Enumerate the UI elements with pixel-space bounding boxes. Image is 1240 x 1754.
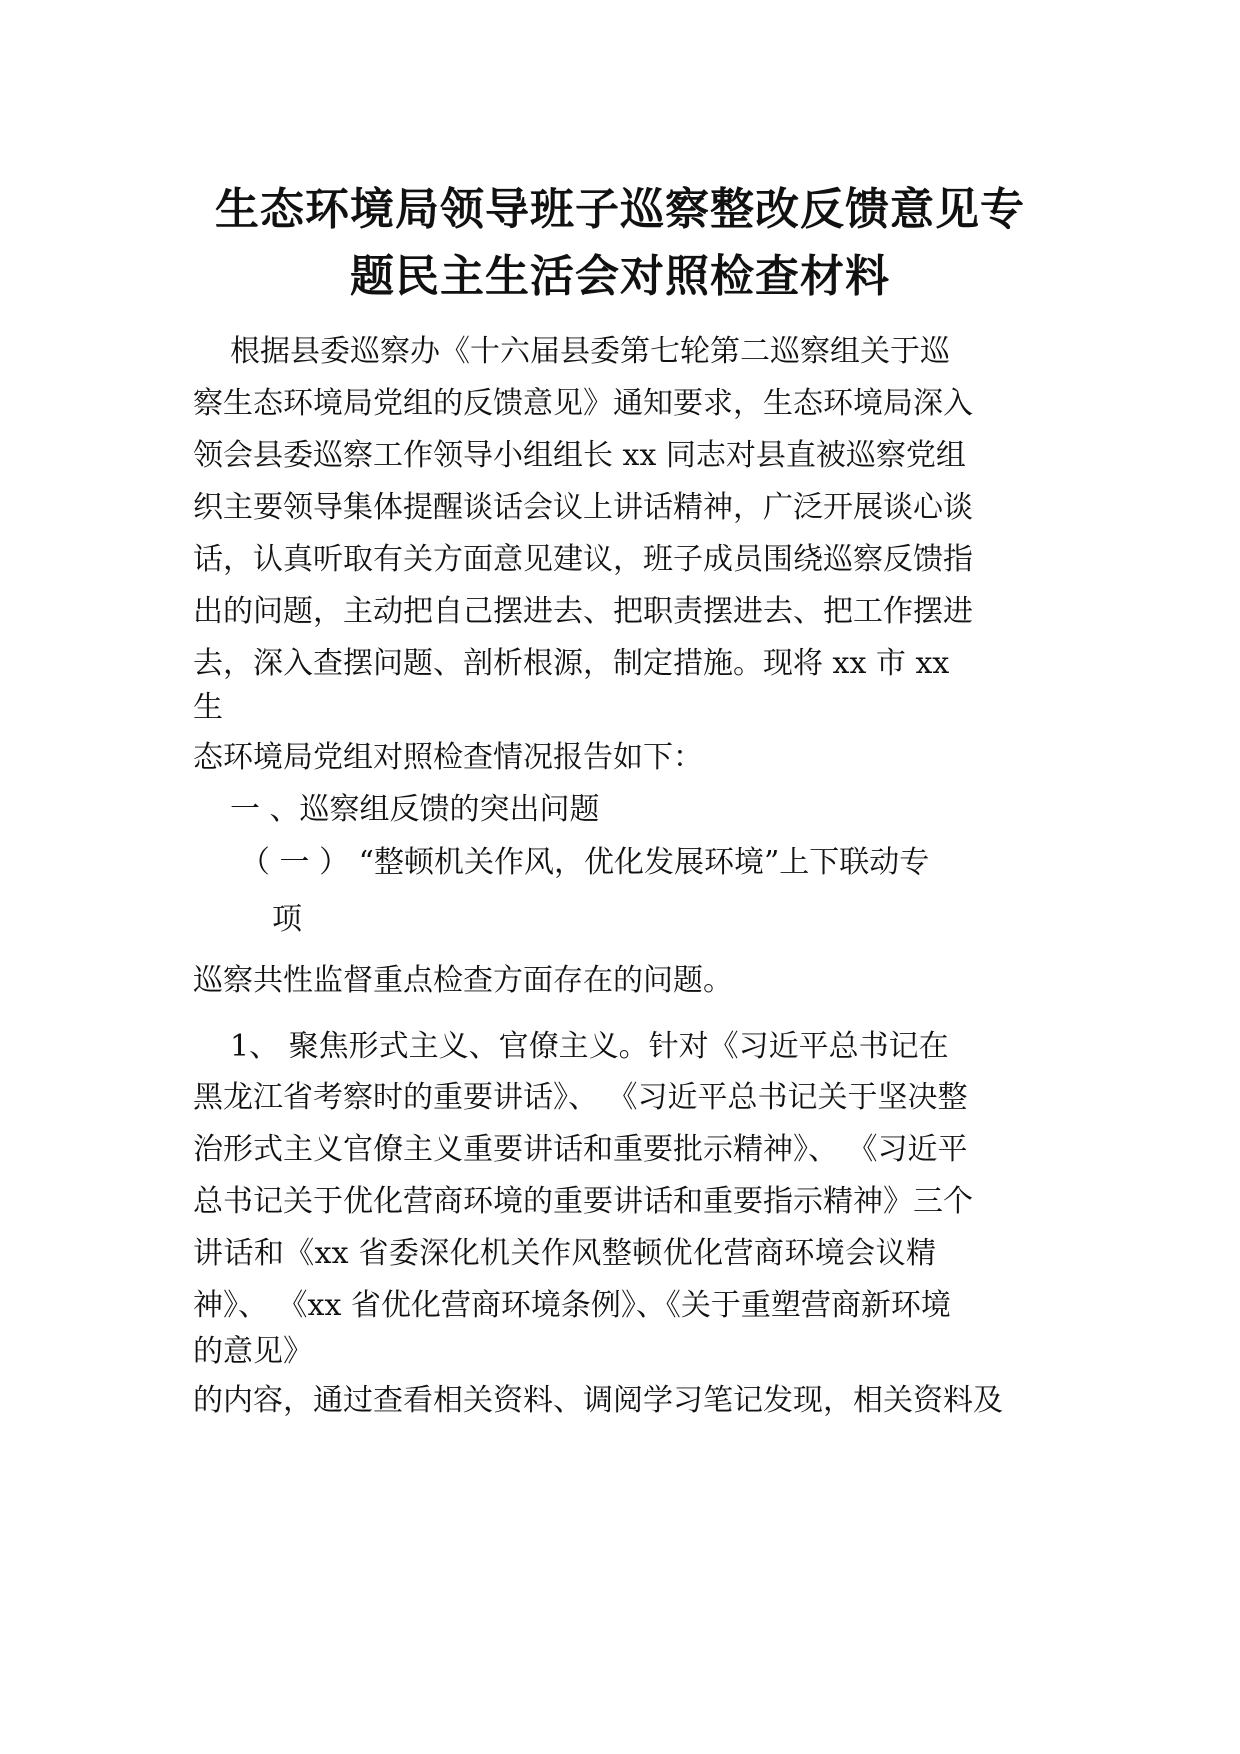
paragraph-1-line-7: 去，深入查摆问题、剖析根源，制定措施。现将 xx 市 xx (193, 646, 950, 681)
document-title-line-2: 题民主生活会对照检查材料 (350, 251, 890, 302)
item-1-line-3: 治形式主义官僚主义重要讲话和重要批示精神》、 《习近平 (193, 1132, 968, 1167)
item-1-line-1: 1、 聚焦形式主义、官僚主义。针对《习近平总书记在 (230, 1029, 949, 1064)
subsection-heading-1-cont: 项 (272, 902, 302, 937)
item-1-line-2: 黑龙江省考察时的重要讲话》、 《习近平总书记关于坚决整 (193, 1080, 968, 1115)
paragraph-1-line-5: 话，认真听取有关方面意见建议，班子成员围绕巡察反馈指 (193, 542, 973, 577)
paragraph-1-line-3: 领会县委巡察工作领导小组组长 xx 同志对县直被巡察党组 (193, 438, 966, 473)
subsection-heading-1-tail: 巡察共性监督重点检查方面存在的问题。 (193, 963, 733, 998)
item-1-line-7: 的意见》 (193, 1334, 313, 1369)
paragraph-1-line-1: 根据县委巡察办《十六届县委第七轮第二巡察组关于巡 (230, 334, 950, 369)
item-1-line-5: 讲话和《xx 省委深化机关作风整顿优化营商环境会议精 (193, 1236, 936, 1271)
paragraph-1-line-6: 出的问题，主动把自己摆进去、把职责摆进去、把工作摆进 (193, 594, 973, 629)
paragraph-1-line-9: 态环境局党组对照检查情况报告如下： (193, 740, 703, 775)
item-1-line-8: 的内容，通过查看相关资料、调阅学习笔记发现，相关资料及 (193, 1383, 1003, 1418)
paragraph-1-line-2: 察生态环境局党组的反馈意见》通知要求，生态环境局深入 (193, 386, 973, 421)
section-heading-1: 一 、巡察组反馈的突出问题 (230, 792, 600, 827)
paragraph-1-line-4: 织主要领导集体提醒谈话会议上讲话精神，广泛开展谈心谈 (193, 490, 973, 525)
subsection-heading-1: （ 一 ） “整顿机关作风，优化发展环境”上下联动专 (240, 845, 930, 880)
document-title-line-1: 生态环境局领导班子巡察整改反馈意见专 (215, 184, 1025, 235)
item-1-line-6: 神》、 《xx 省优化营商环境条例》、《关于重塑营商新环境 (193, 1288, 951, 1323)
item-1-line-4: 总书记关于优化营商环境的重要讲话和重要指示精神》三个 (193, 1184, 973, 1219)
paragraph-1-line-8: 生 (193, 690, 223, 725)
